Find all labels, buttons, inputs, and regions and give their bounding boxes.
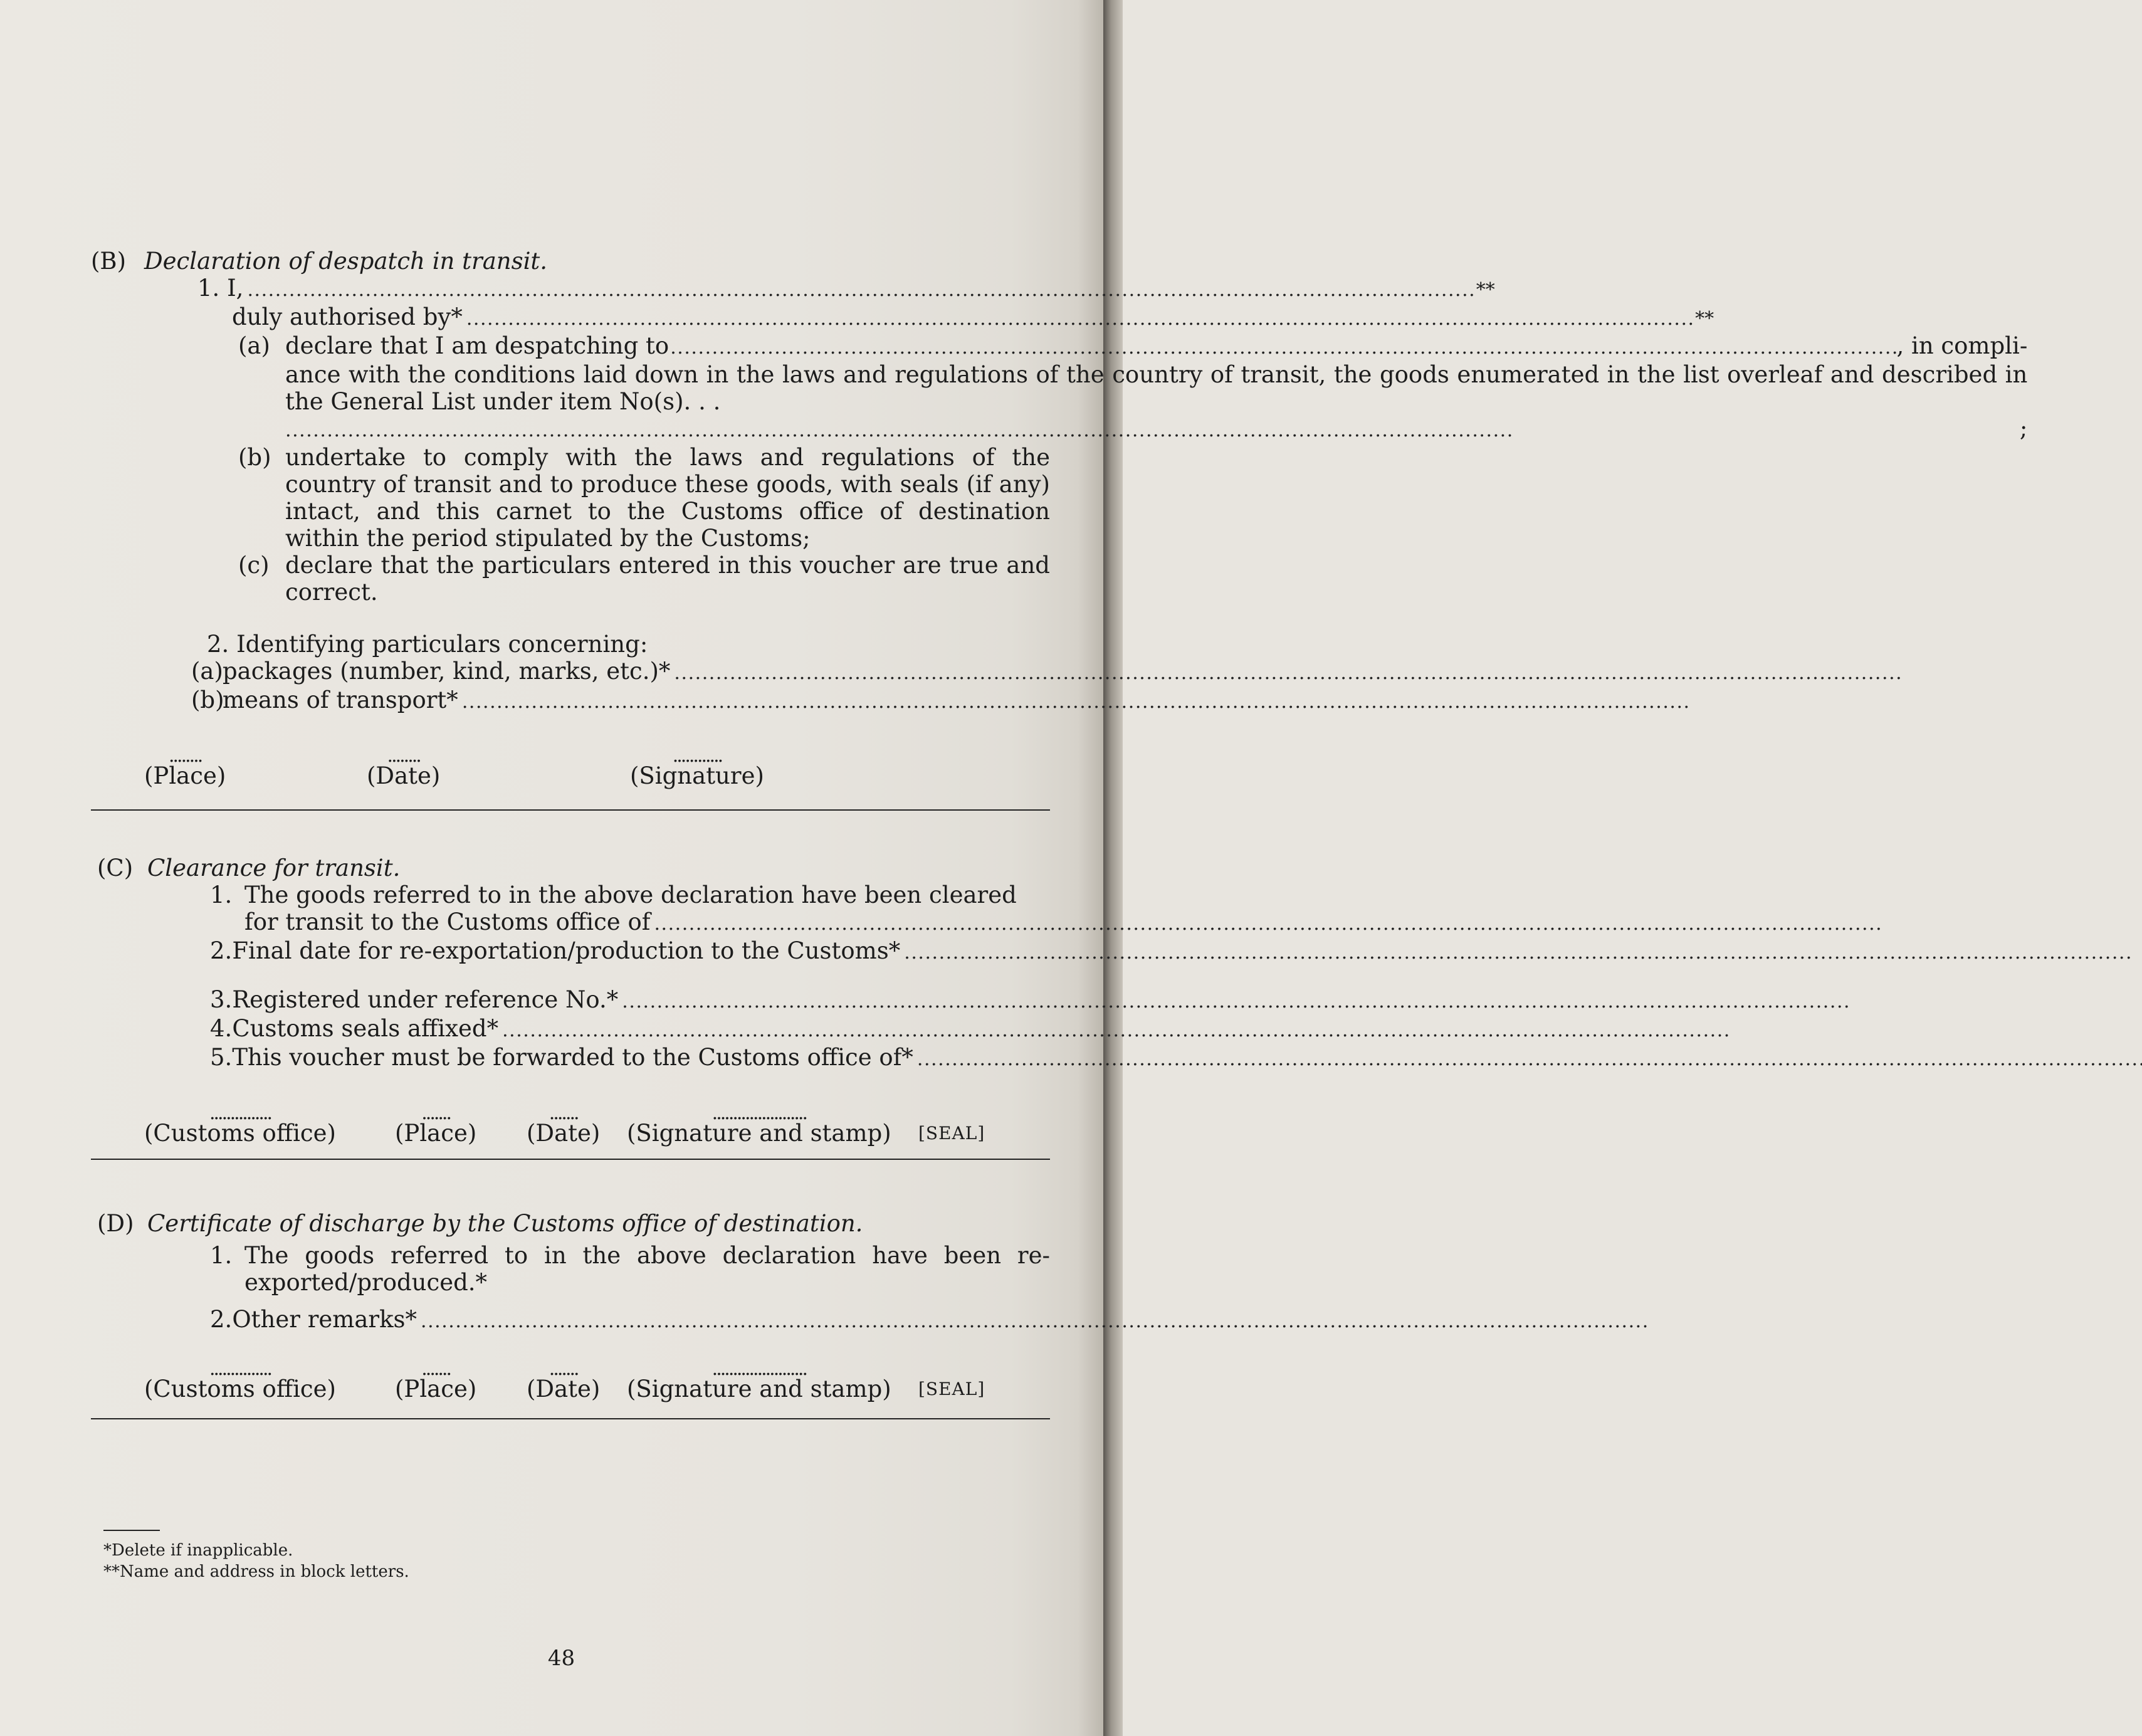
declarant-field[interactable] bbox=[247, 275, 1472, 303]
clause-c-text: declare that the particulars entered in this voucher are true and correct. bbox=[285, 552, 1050, 606]
authorised-line[interactable] bbox=[91, 303, 1714, 332]
clause-a-text1: declare that I am despatching to bbox=[285, 332, 669, 359]
clause-a-text2: , in compli- bbox=[1896, 332, 2028, 359]
page-number: 48 bbox=[547, 1646, 575, 1671]
seals-field[interactable] bbox=[502, 1015, 1727, 1044]
section-c-label: (C) bbox=[97, 855, 134, 881]
sig-place-d[interactable]: ....... (Place) bbox=[395, 1358, 477, 1402]
packages-line[interactable] bbox=[91, 658, 1050, 687]
packages-label: (a) bbox=[191, 658, 223, 685]
c-item-5[interactable]: 5. This voucher must be forwarded to the Customs office of* . . . bbox=[210, 1044, 1050, 1073]
clause-c bbox=[238, 552, 1050, 606]
section-c-title: Clearance for transit. bbox=[147, 855, 401, 881]
d-item-1: 1. The goods referred to in the above declaration have been re-exported/produced.* bbox=[210, 1242, 1050, 1296]
footnote-rule bbox=[103, 1530, 160, 1531]
c-item-2[interactable]: 2. Final date for re-exportation/production to the Customs* . . . bbox=[210, 937, 1050, 966]
declarant-prefix: 1. I, bbox=[197, 275, 244, 302]
clause-a-text3: ance with the conditions laid down in the laws and regulations of the country of transit, the goods enumerated in the list overleaf and described in the General List under item No(s). . . bbox=[285, 361, 2028, 415]
item-numbers-line[interactable] bbox=[285, 415, 2027, 444]
section-d-heading bbox=[91, 1210, 1050, 1237]
section-b-label: (B) bbox=[91, 248, 127, 275]
clause-b-label: (b) bbox=[238, 444, 271, 471]
section-d-title: Certificate of discharge by the Customs office of destination. bbox=[147, 1210, 863, 1237]
clause-a bbox=[238, 332, 2028, 444]
packages-field[interactable] bbox=[674, 658, 1899, 687]
declarant-stars: ** bbox=[1476, 279, 1495, 301]
clause-a-end: ; bbox=[2019, 415, 2028, 442]
sig-place-b[interactable]: ........ (Place) bbox=[144, 745, 226, 789]
footnote-2: **Name and address in block letters. bbox=[103, 1562, 409, 1581]
transport-field[interactable] bbox=[462, 687, 1687, 715]
clause-a-label: (a) bbox=[238, 332, 270, 359]
c-item-4[interactable]: 4. Customs seals affixed* . . . bbox=[210, 1015, 1050, 1044]
seal-d: [SEAL] bbox=[918, 1379, 985, 1399]
destination-field[interactable] bbox=[670, 332, 1895, 361]
c-item-1: 1. The goods referred to in the above declaration have been cleared bbox=[210, 881, 1017, 908]
clause-b bbox=[238, 444, 1050, 552]
footnotes bbox=[103, 1530, 409, 1582]
binding-edge bbox=[1103, 0, 1123, 1736]
transport-text: means of transport* bbox=[223, 687, 458, 713]
item-2-heading: 2. Identifying particulars concerning: bbox=[207, 631, 648, 658]
section-d-signature-row bbox=[91, 1358, 1050, 1407]
section-c-signature-row bbox=[91, 1102, 1050, 1151]
section-b-heading bbox=[91, 248, 1050, 275]
final-date-field[interactable] bbox=[904, 937, 2129, 966]
sig-date-d[interactable]: ....... (Date) bbox=[527, 1358, 601, 1402]
packages-text: packages (number, kind, marks, etc.)* bbox=[223, 658, 671, 685]
sig-place-c[interactable]: ....... (Place) bbox=[395, 1102, 477, 1147]
sig-date-c[interactable]: ....... (Date) bbox=[527, 1102, 601, 1147]
item-numbers-field[interactable] bbox=[285, 415, 2020, 444]
footnote-1: *Delete if inapplicable. bbox=[103, 1541, 293, 1560]
divider-d bbox=[91, 1418, 1050, 1419]
declarant-line[interactable] bbox=[91, 275, 1495, 303]
remarks-field[interactable] bbox=[421, 1306, 1646, 1335]
authorised-stars: ** bbox=[1695, 308, 1714, 330]
transport-line[interactable] bbox=[91, 687, 1050, 715]
section-c-heading bbox=[91, 855, 1050, 881]
sig-signature-b[interactable]: ............ (Signature) bbox=[630, 745, 764, 789]
c-item-3[interactable]: 3. Registered under reference No.* . . . bbox=[210, 986, 1050, 1015]
section-b-signature-row bbox=[91, 745, 1050, 803]
forward-office-field[interactable] bbox=[917, 1044, 2142, 1073]
authorised-field[interactable] bbox=[466, 303, 1691, 332]
destination-line[interactable] bbox=[285, 332, 2027, 361]
seal-c: [SEAL] bbox=[918, 1123, 985, 1144]
sig-stamp-c[interactable]: ....................... (Signature and stamp) bbox=[627, 1102, 891, 1147]
section-d-label: (D) bbox=[97, 1210, 134, 1237]
sig-date-b[interactable]: ........ (Date) bbox=[367, 745, 441, 789]
reference-field[interactable] bbox=[622, 986, 1847, 1015]
section-b-title: Declaration of despatch in transit. bbox=[144, 248, 548, 275]
customs-office-field[interactable] bbox=[654, 908, 1879, 937]
sig-office-c[interactable]: ............... (Customs office) bbox=[144, 1102, 336, 1147]
form-body bbox=[91, 248, 2028, 1419]
sig-stamp-d[interactable]: ....................... (Signature and stamp) bbox=[627, 1358, 891, 1402]
sig-office-d[interactable]: ............... (Customs office) bbox=[144, 1358, 336, 1402]
transport-label: (b) bbox=[191, 687, 224, 713]
authorised-label: duly authorised by* bbox=[232, 303, 463, 330]
clause-c-label: (c) bbox=[238, 552, 270, 579]
d-item-2[interactable]: 2. Other remarks* . . . bbox=[210, 1306, 1050, 1335]
clause-b-text: undertake to comply with the laws and regulations of the country of transit and to produce these goods, with seals (if any) intact, and this carnet to the Customs office of destination within the period stipulated by the Customs; bbox=[285, 444, 1050, 552]
c-item-1-cont[interactable]: for transit to the Customs office of . . . bbox=[210, 908, 1050, 937]
